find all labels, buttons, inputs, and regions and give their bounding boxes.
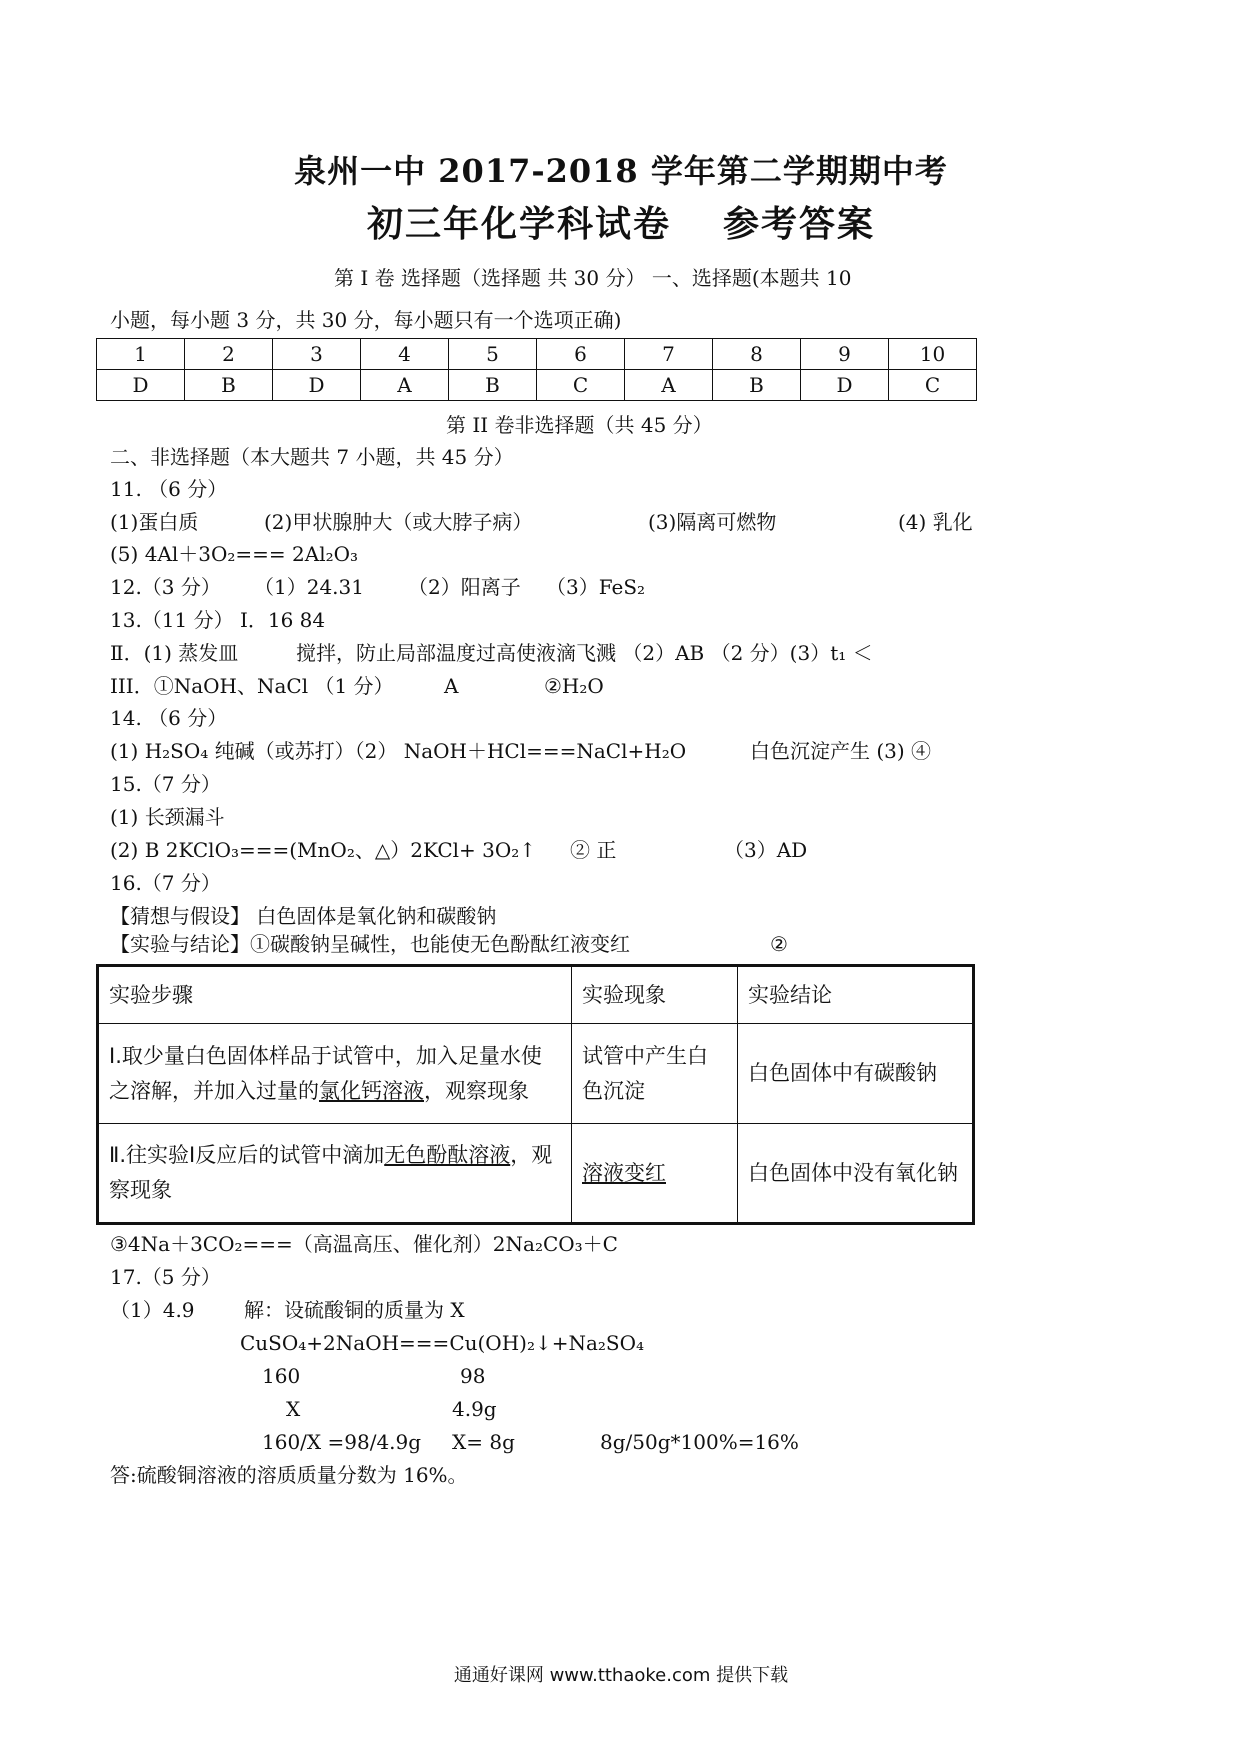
q17-x-value: X= 8g bbox=[452, 1430, 515, 1454]
answer-cell: A bbox=[361, 370, 449, 401]
q17-percent: 8g/50g*100%=16% bbox=[600, 1430, 799, 1454]
q16-heading: 16.（7 分） bbox=[110, 871, 221, 895]
q14-heading: 14. （6 分） bbox=[110, 706, 228, 730]
step-text-end: ，观察现象 bbox=[424, 1078, 529, 1103]
choice-answer-table bbox=[96, 338, 977, 401]
page-title: 泉州一中 2017-2018 学年第二学期期中考 bbox=[294, 152, 948, 190]
q15-answer-2b: ② 正 bbox=[570, 838, 617, 862]
answer-cell: B bbox=[449, 370, 537, 401]
question-number: 9 bbox=[801, 339, 889, 370]
q13-part2-a: Ⅱ．(1) 蒸发皿 bbox=[110, 641, 239, 665]
answer-row bbox=[97, 370, 977, 401]
answer-cell: C bbox=[537, 370, 625, 401]
question-number: 8 bbox=[713, 339, 801, 370]
q17-final-answer: 答:硫酸铜溶液的溶质质量分数为 16%。 bbox=[110, 1463, 468, 1487]
question-number: 4 bbox=[361, 339, 449, 370]
q17-unknown: X bbox=[286, 1397, 301, 1421]
page-subtitle bbox=[0, 196, 1242, 247]
step-reagent: 氯化钙溶液 bbox=[319, 1078, 424, 1103]
question-number: 2 bbox=[185, 339, 273, 370]
q11-answer-3: (3)隔离可燃物 bbox=[648, 510, 777, 534]
q12-heading: 12.（3 分） bbox=[110, 575, 221, 599]
q17-equation: CuSO₄+2NaOH===Cu(OH)₂↓+Na₂SO₄ bbox=[240, 1331, 645, 1355]
q11-answer-2: (2)甲状腺肿大（或大脖子病） bbox=[264, 510, 533, 534]
footer-source: 通通好课网 www.tthaoke.com 提供下载 bbox=[453, 1665, 789, 1686]
question-number: 1 bbox=[97, 339, 185, 370]
q15-answer-2a: (2) B 2KClO₃===(MnO₂、△）2KCl+ 3O₂↑ bbox=[110, 838, 537, 862]
q17-molar-mass-2: 98 bbox=[460, 1364, 486, 1388]
q12-answer-1: （1）24.31 bbox=[254, 575, 364, 599]
experiment-row-1 bbox=[98, 1024, 974, 1124]
step-cell bbox=[98, 1024, 572, 1124]
question-number: 10 bbox=[889, 339, 977, 370]
q17-answer-1: （1）4.9 bbox=[110, 1298, 195, 1322]
q12-answer-3: （3）FeS₂ bbox=[546, 575, 646, 599]
answer-cell: A bbox=[625, 370, 713, 401]
question-number: 6 bbox=[537, 339, 625, 370]
phenomenon-cell: 试管中产生白色沉淀 bbox=[572, 1024, 738, 1124]
section2-heading: 第 II 卷非选择题（共 45 分） bbox=[446, 413, 713, 437]
q11-answer-1: (1)蛋白质 bbox=[110, 510, 199, 534]
q16-conclusion: 【实验与结论】①碳酸钠呈碱性，也能使无色酚酞红液变红 bbox=[110, 932, 630, 956]
section1-heading: 第 I 卷 选择题（选择题 共 30 分） 一、选择题(本题共 10 bbox=[334, 266, 852, 290]
section2-subheading: 二、非选择题（本大题共 7 小题，共 45 分） bbox=[110, 445, 514, 469]
q12-answer-2: （2）阳离子 bbox=[408, 575, 521, 599]
question-number-row bbox=[97, 339, 977, 370]
q13-heading: 13.（11 分） Ⅰ．16 84 bbox=[110, 608, 326, 632]
q13-part3-b: A bbox=[444, 674, 459, 698]
answer-cell: B bbox=[185, 370, 273, 401]
q17-molar-mass-1: 160 bbox=[262, 1364, 301, 1388]
q13-part2-b: 搅拌，防止局部温度过高使液滴飞溅 （2）AB （2 分）(3）t₁ ＜ bbox=[296, 641, 873, 665]
q13-part3-c: ②H₂O bbox=[544, 674, 604, 698]
phenomenon-text: 溶液变红 bbox=[582, 1160, 666, 1185]
experiment-row-2 bbox=[98, 1124, 974, 1224]
experiment-table-header bbox=[98, 966, 974, 1024]
phenomenon-cell bbox=[572, 1124, 738, 1224]
q13-part3-a: III．①NaOH、NaCl （1 分） bbox=[110, 674, 394, 698]
question-number: 5 bbox=[449, 339, 537, 370]
step-text: Ⅱ.往实验Ⅰ反应后的试管中滴加 bbox=[109, 1143, 385, 1168]
answer-cell: B bbox=[713, 370, 801, 401]
subtitle-answer-key: 参考答案 bbox=[723, 203, 876, 245]
q15-answer-3: （3）AD bbox=[724, 838, 808, 862]
answer-cell: D bbox=[97, 370, 185, 401]
q17-known-mass: 4.9g bbox=[452, 1397, 497, 1421]
q17-solve: 解：设硫酸铜的质量为 X bbox=[244, 1298, 465, 1322]
q11-heading: 11. （6 分） bbox=[110, 477, 228, 501]
step-reagent: 无色酚酞溶液 bbox=[384, 1143, 511, 1168]
question-number: 3 bbox=[273, 339, 361, 370]
question-number: 7 bbox=[625, 339, 713, 370]
section1-instructions: 小题，每小题 3 分，共 30 分，每小题只有一个选项正确) bbox=[110, 308, 622, 332]
step-text: Ⅰ.取少量白色固体样品于试管中，加入足量水使之溶解，并加入过量的 bbox=[109, 1043, 542, 1103]
q11-answer-5: (5) 4Al＋3O₂=== 2Al₂O₃ bbox=[110, 542, 359, 566]
q16-hypothesis: 【猜想与假设】 白色固体是氧化钠和碳酸钠 bbox=[110, 904, 497, 928]
answer-cell: D bbox=[801, 370, 889, 401]
header-phenomenon: 实验现象 bbox=[572, 966, 738, 1024]
conclusion-cell: 白色固体中没有氧化钠 bbox=[738, 1124, 974, 1224]
q11-answer-4: (4) 乳化 bbox=[898, 510, 973, 534]
q15-heading: 15.（7 分） bbox=[110, 772, 221, 796]
q17-ratio: 160/X =98/4.9g bbox=[262, 1430, 422, 1454]
header-step: 实验步骤 bbox=[98, 966, 572, 1024]
subtitle-exam: 初三年化学科试卷 bbox=[366, 203, 671, 245]
header-conclusion: 实验结论 bbox=[738, 966, 974, 1024]
q17-heading: 17.（5 分） bbox=[110, 1265, 221, 1289]
q16-equation: ③4Na＋3CO₂===（高温高压、催化剂）2Na₂CO₃＋C bbox=[110, 1232, 618, 1256]
conclusion-cell: 白色固体中有碳酸钠 bbox=[738, 1024, 974, 1124]
q16-conclusion-mark: ② bbox=[770, 932, 788, 956]
q14-answer-1: (1) H₂SO₄ 纯碱（或苏打）（2） NaOH＋HCl===NaCl+H₂O bbox=[110, 739, 687, 763]
experiment-table bbox=[96, 964, 975, 1225]
q14-answer-2: 白色沉淀产生 (3) ④ bbox=[750, 739, 932, 763]
step-cell bbox=[98, 1124, 572, 1224]
q15-answer-1: (1) 长颈漏斗 bbox=[110, 805, 225, 829]
step-text-end: ，观察现象 bbox=[109, 1143, 553, 1202]
answer-cell: C bbox=[889, 370, 977, 401]
answer-cell: D bbox=[273, 370, 361, 401]
